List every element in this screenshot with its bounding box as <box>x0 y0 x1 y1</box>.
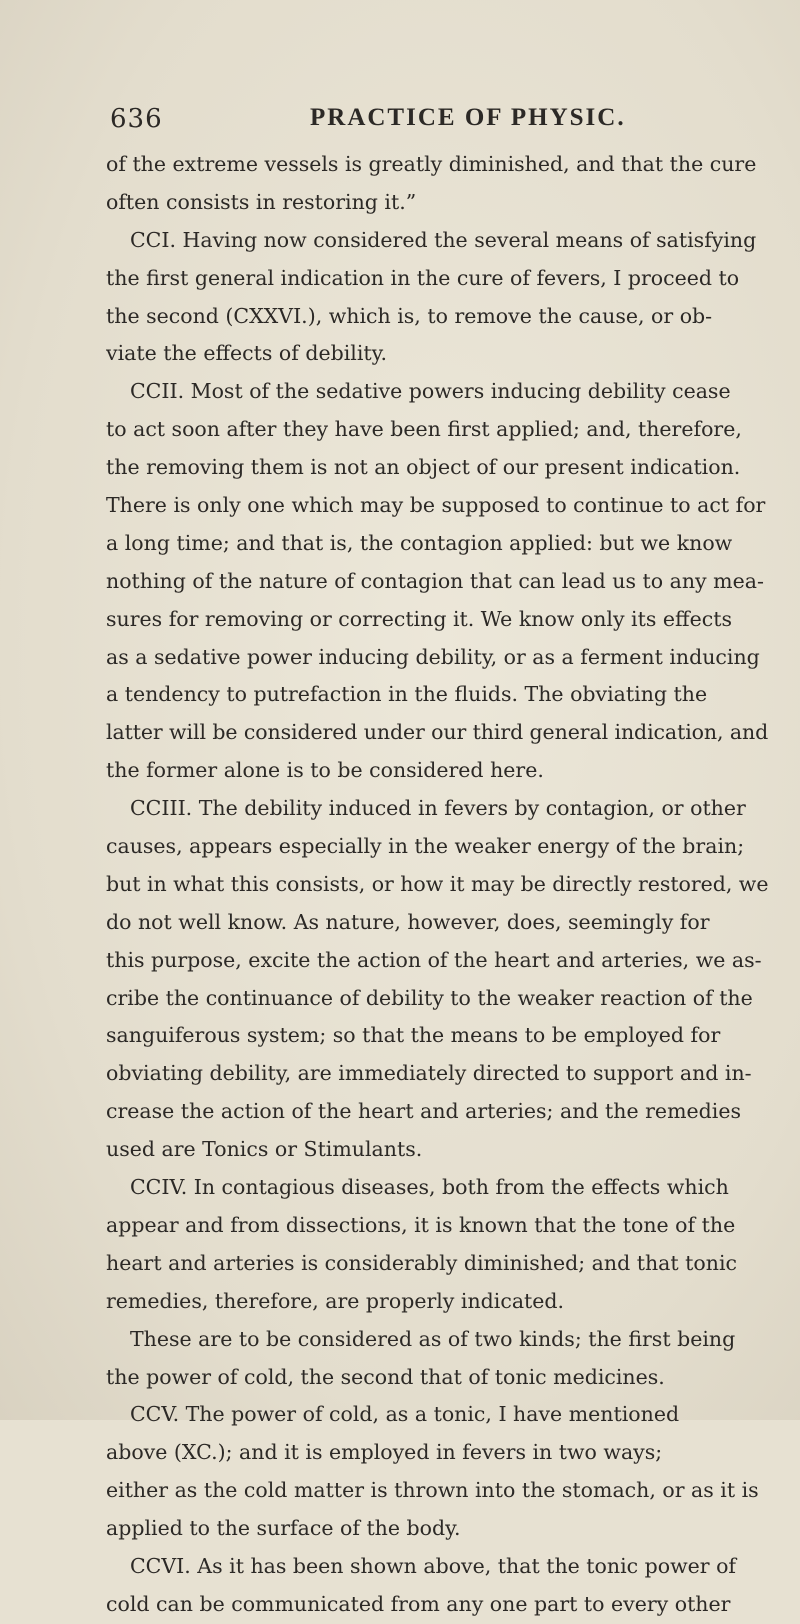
text-line: often consists in restoring it.” <box>106 189 417 214</box>
text-line: causes, appears especially in the weaker energy of the brain; <box>106 834 745 859</box>
text-line: cribe the continuance of debility to the weaker reaction of the <box>106 985 753 1010</box>
text-line: These are to be considered as of two kinds; the first being <box>130 1326 736 1351</box>
text-line: the removing them is not an object of our present indication. <box>106 455 741 480</box>
text-line: CCV. The power of cold, as a tonic, I have mentioned <box>130 1402 680 1427</box>
text-line: the first general indication in the cure of fevers, I proceed to <box>106 265 740 290</box>
page-number: 636 <box>110 104 163 134</box>
text-line: nothing of the nature of contagion that can lead us to any mea- <box>106 568 764 593</box>
text-line: as a sedative power inducing debility, or as a ferment inducing <box>106 644 760 669</box>
text-line: remedies, therefore, are properly indicated. <box>106 1288 565 1313</box>
page-header <box>110 104 750 140</box>
text-line: sanguiferous system; so that the means to be employed for <box>106 1023 721 1048</box>
text-line: latter will be considered under our third general indication, and <box>106 720 768 745</box>
text-line: CCII. Most of the sedative powers inducing debility cease <box>130 379 731 404</box>
text-line: above (XC.); and it is employed in fevers in two ways; <box>106 1440 663 1465</box>
text-line: used are Tonics or Stimulants. <box>106 1137 423 1162</box>
text-line: CCIII. The debility induced in fevers by contagion, or other <box>130 796 746 821</box>
body-text <box>106 146 768 1624</box>
text-line: the former alone is to be considered here. <box>106 758 544 783</box>
text-line: of the extreme vessels is greatly diminished, and that the cure <box>106 152 757 176</box>
text-line: this purpose, excite the action of the heart and arteries, we as- <box>106 947 762 972</box>
text-line: appear and from dissections, it is known that the tone of the <box>106 1212 736 1237</box>
text-line: applied to the surface of the body. <box>106 1516 461 1541</box>
text-line: obviating debility, are immediately directed to support and in- <box>106 1061 752 1086</box>
text-line: viate the effects of debility. <box>106 341 388 366</box>
text-line: CCVI. As it has been shown above, that the tonic power of <box>130 1553 737 1578</box>
running-title: PRACTICE OF PHYSIC. <box>310 104 626 131</box>
text-line: sures for removing or correcting it. We know only its effects <box>106 606 732 631</box>
text-line: do not well know. As nature, however, does, seemingly for <box>106 909 710 934</box>
text-line: the power of cold, the second that of tonic medicines. <box>106 1364 665 1389</box>
text-line: cold can be communicated from any one part to every other <box>106 1591 731 1616</box>
text-line: a long time; and that is, the contagion applied: but we know <box>106 530 733 555</box>
text-line: the second (CXXVI.), which is, to remove the cause, or ob- <box>106 303 713 328</box>
text-line: but in what this consists, or how it may be directly restored, we <box>106 871 768 896</box>
text-line: to act soon after they have been first applied; and, therefore, <box>106 417 742 442</box>
text-line: CCIV. In contagious diseases, both from the effects which <box>130 1175 729 1200</box>
text-line: crease the action of the heart and arteries; and the remedies <box>106 1099 741 1124</box>
text-line: There is only one which may be supposed to continue to act for <box>106 493 766 518</box>
text-line: a tendency to putrefaction in the fluids. The obviating the <box>106 682 708 707</box>
text-line: heart and arteries is considerably diminished; and that tonic <box>106 1250 737 1275</box>
text-line: CCI. Having now considered the several means of satisfying <box>130 227 757 252</box>
text-line: either as the cold matter is thrown into the stomach, or as it is <box>106 1478 759 1503</box>
